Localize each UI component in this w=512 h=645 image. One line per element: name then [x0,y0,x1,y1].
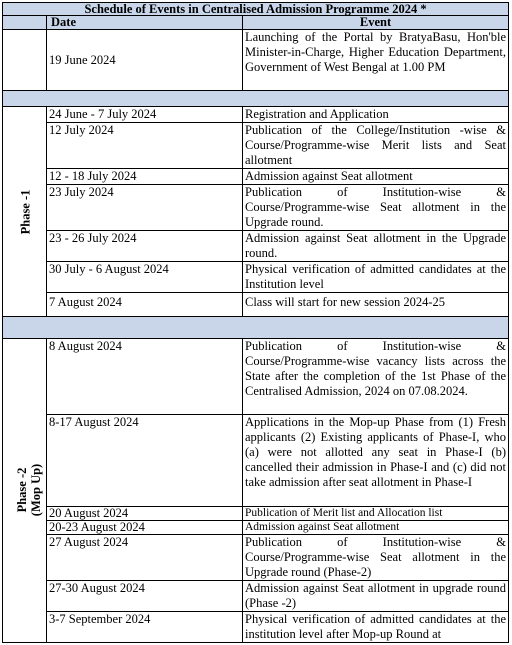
table-row [3,339,509,415]
phase-2-label-line2: (Mop Up) [29,463,44,516]
header-row [3,16,509,30]
separator-row [3,317,509,339]
table-row [3,535,509,581]
row-date: 8-17 August 2024 [47,415,243,507]
row-date: 27 August 2024 [47,535,243,581]
separator [3,91,509,107]
row-date: 27-30 August 2024 [47,581,243,612]
schedule-table [2,2,509,643]
phase-1-label: Phase -1 [18,189,33,234]
row-date: 12 - 18 July 2024 [47,169,243,185]
row-event: Physical verification of admitted candidates at the institution level after Mop-up Round at [243,612,509,643]
header-phase-cell [3,16,47,30]
separator-row [3,91,509,107]
table-row [3,185,509,231]
row-date: 12 July 2024 [47,123,243,169]
row-date: 23 - 26 July 2024 [47,231,243,262]
phase-2-label-line1: Phase -2 [15,467,30,512]
row-event: Applications in the Mop-up Phase from (1) Fresh applicants (2) Existing applicants of Phase-I, who (a) were not allotted any seat in Phase-I (b) cancelled their admission in Phase-I and (c) did not take admission after seat allotment in Phase-I [243,415,509,507]
table-title: Schedule of Events in Centralised Admission Programme 2024 * [3,3,509,16]
phase-2-label-cell [3,339,47,643]
table-row [3,612,509,643]
table-row [3,581,509,612]
row-date: 20 August 2024 [47,507,243,521]
table-row [3,107,509,123]
row-event: Publication of Institution-wise & Course/Programme-wise vacancy lists across the State after the completion of the 1st Phase of the Centralised Admission, 2024 on 07.08.2024. [243,339,509,415]
launch-date: 19 June 2024 [47,30,243,91]
separator [3,317,509,339]
row-date: 24 June - 7 July 2024 [47,107,243,123]
row-event: Publication of Merit list and Allocation list [243,507,509,521]
row-event: Admission against Seat allotment [243,169,509,185]
title-row [3,3,509,16]
row-event: Publication of Institution-wise & Course/Programme-wise Seat allotment in the Upgrade round (Phase-2) [243,535,509,581]
row-date: 23 July 2024 [47,185,243,231]
row-event: Physical verification of admitted candidates at the Institution level [243,262,509,293]
row-event: Registration and Application [243,107,509,123]
row-event: Admission against Seat allotment in the Upgrade round. [243,231,509,262]
table-row [3,123,509,169]
launch-phase-cell [3,30,47,91]
row-date: 30 July - 6 August 2024 [47,262,243,293]
row-event: Admission against Seat allotment in upgrade round (Phase -2) [243,581,509,612]
row-date: 7 August 2024 [47,293,243,317]
phase-2-label [15,463,43,515]
row-date: 3-7 September 2024 [47,612,243,643]
table-row [3,293,509,317]
phase-1-label-cell [3,107,47,317]
table-row [3,231,509,262]
row-event: Publication of the College/Institution -wise & Course/Programme-wise Merit lists and Seat allotment [243,123,509,169]
table-row [3,415,509,507]
row-event: Publication of Institution-wise & Course/Programme-wise Seat allotment in the Upgrade round. [243,185,509,231]
table-row [3,507,509,521]
row-date: 20-23 August 2024 [47,521,243,535]
launch-event: Launching of the Portal by BratyaBasu, Hon'ble Minister-in-Charge, Higher Education Department, Government of West Bengal at 1.00 PM [243,30,509,91]
row-date: 8 August 2024 [47,339,243,415]
header-event: Event [243,16,509,30]
header-date: Date [47,16,243,30]
row-event: Admission against Seat allotment [243,521,509,535]
table-row [3,521,509,535]
table-row [3,262,509,293]
table-row [3,169,509,185]
row-event: Class will start for new session 2024-25 [243,293,509,317]
launch-row [3,30,509,91]
